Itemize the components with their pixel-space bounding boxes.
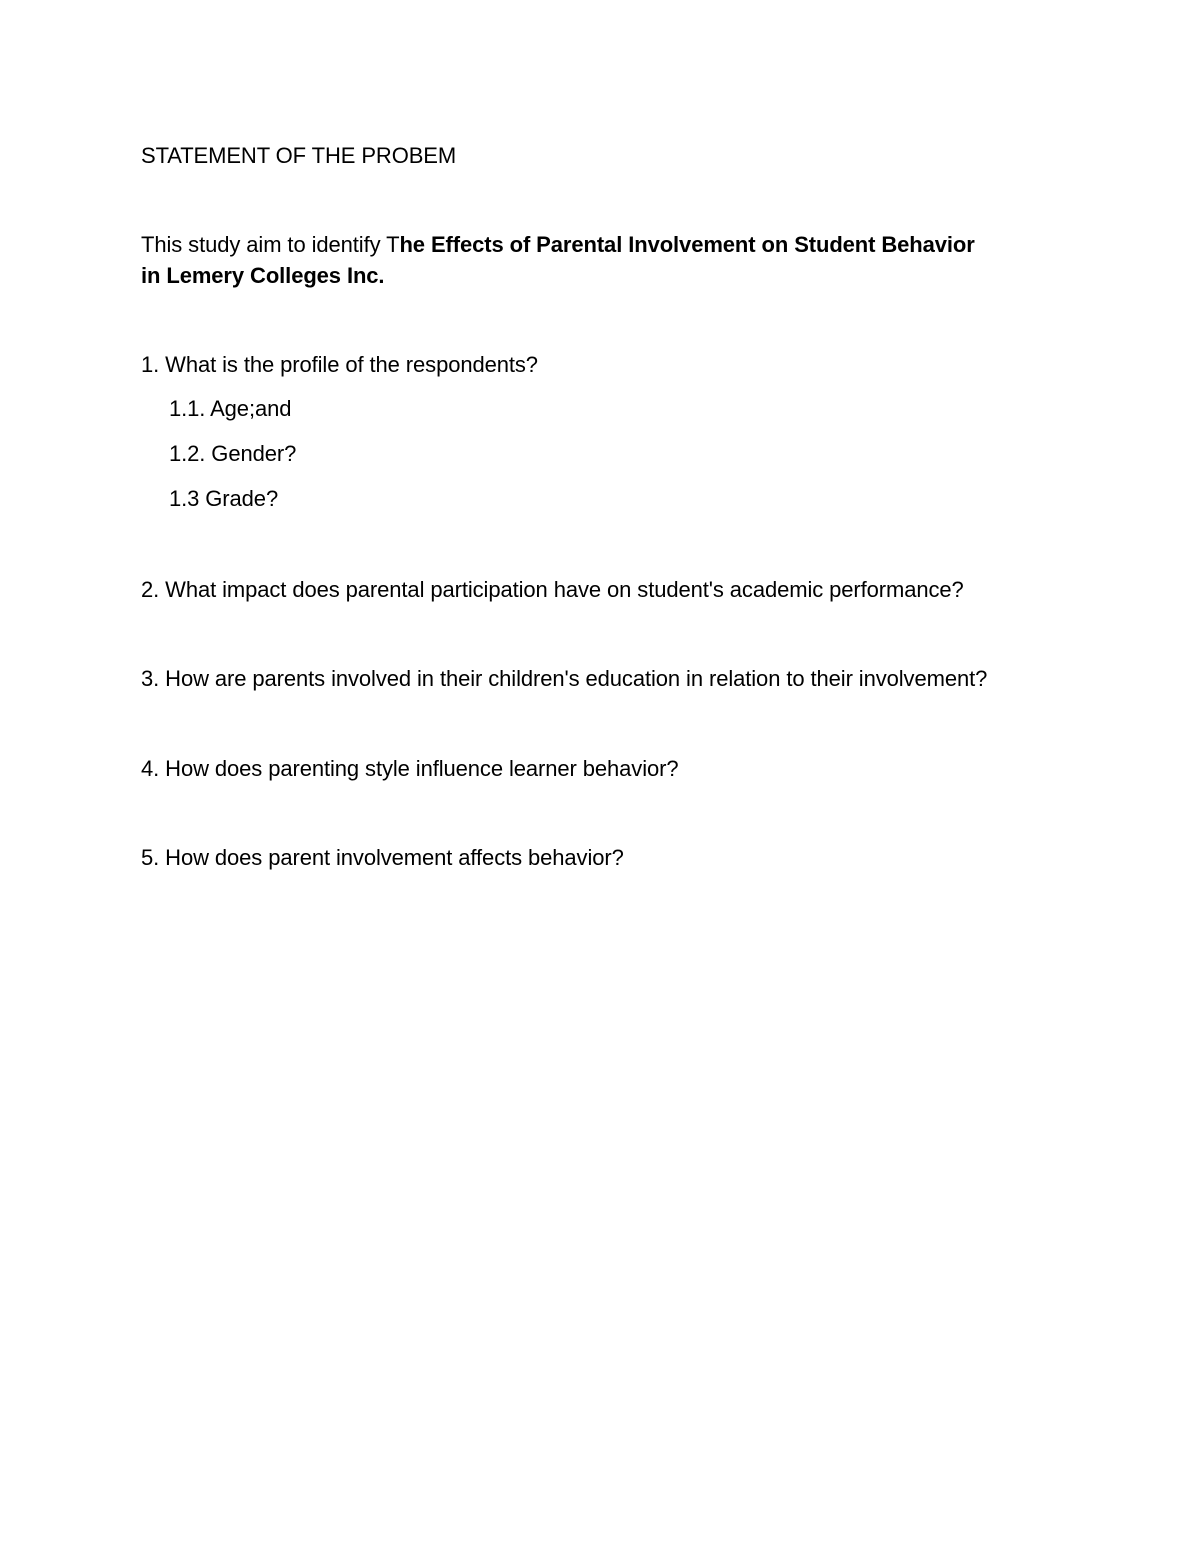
intro-line-2: in Lemery Colleges Inc. [141, 263, 385, 288]
question-5: 5. How does parent involvement affects behavior? [141, 845, 624, 870]
intro-line-1 [141, 230, 975, 260]
intro-plain-text: This study aim to identify T [141, 232, 400, 257]
question-4: 4. How does parenting style influence learner behavior? [141, 756, 679, 781]
question-1: 1. What is the profile of the respondents? [141, 352, 538, 377]
document-heading: STATEMENT OF THE PROBEM [141, 143, 457, 168]
question-1-sub-3: 1.3 Grade? [169, 486, 279, 511]
question-2: 2. What impact does parental participation have on student's academic performance? [141, 577, 964, 602]
intro-bold-title: he Effects of Parental Involvement on Student Behavior [399, 232, 975, 257]
question-1-sub-2: 1.2. Gender? [169, 441, 297, 466]
question-1-sub-1: 1.1. Age;and [169, 396, 292, 421]
question-3: 3. How are parents involved in their children's education in relation to their involvement? [141, 666, 988, 691]
